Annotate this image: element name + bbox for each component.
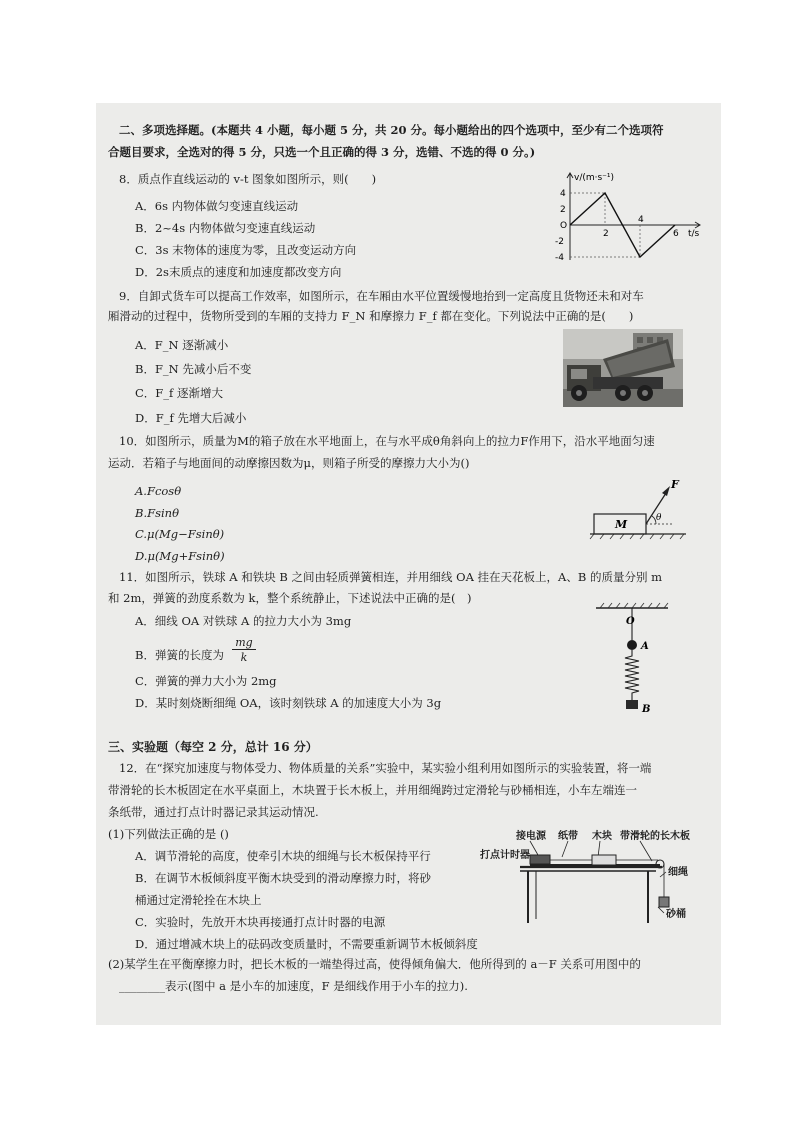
q8-option-c: C．3s 末物体的速度为零，且改变运动方向 xyxy=(135,243,357,257)
timer-box xyxy=(530,855,550,864)
x-axis-label: t/s xyxy=(688,229,700,239)
block-b xyxy=(626,700,638,709)
q10-stem: 10．如图所示，质量为M的箱子放在水平地面上，在与水平成θ角斜向上的拉力F作用下，沿水平地面匀速 xyxy=(119,434,655,448)
point-o-label: O xyxy=(626,616,635,627)
fraction-denominator: k xyxy=(240,651,248,664)
dump-truck-photo xyxy=(563,329,683,407)
y-tick-neg2: -2 xyxy=(555,237,564,247)
section-heading-cont: 合题目要求，全选对的得 5 分，只选一个且正确的得 3 分，选错、不选的得 0 分。) xyxy=(108,145,536,159)
x-tick-2: 2 xyxy=(603,229,609,239)
q10-stem-cont: 运动．若箱子与地面间的动摩擦因数为μ，则箱子所受的摩擦力大小为() xyxy=(108,456,470,470)
q12-option-b: B．在调节木板倾斜度平衡木块受到的滑动摩擦力时，将砂 xyxy=(135,871,431,885)
q11-stem-cont: 和 2m，弹簧的劲度系数为 k，整个系统静止，下述说法中正确的是( ) xyxy=(108,591,472,605)
q8-stem: 8．质点作直线运动的 v-t 图象如图所示，则( ) xyxy=(119,172,377,186)
y-tick-2: 2 xyxy=(560,205,566,215)
q9-option-a: A．F_N 逐渐减小 xyxy=(135,338,229,352)
q12-option-b-cont: 桶通过定滑轮拴在木块上 xyxy=(135,893,262,907)
q12-option-c: C．实验时，先放开木块再接通打点计时器的电源 xyxy=(135,915,386,929)
y-tick-origin: O xyxy=(560,221,568,231)
y-tick-neg4: -4 xyxy=(555,253,564,262)
fraction-numerator: mg xyxy=(232,637,256,650)
q9-option-c: C．F_f 逐渐增大 xyxy=(135,386,223,400)
apparatus-figure xyxy=(480,827,705,927)
q12-stem: 12．在“探究加速度与物体受力、物体质量的关系”实验中，某实验小组利用如图所示的实验装置，将一端 xyxy=(119,761,652,775)
q9-stem-cont: 厢滑动的过程中，货物所受到的车厢的支持力 F_N 和摩擦力 F_f 都在变化。下列说法中正确的是( ) xyxy=(108,309,634,323)
y-tick-4: 4 xyxy=(560,189,566,199)
q8-option-d: D．2s末质点的速度和加速度都改变方向 xyxy=(135,265,342,279)
section-heading: 二、多项选择题。(本题共 4 小题，每小题 5 分，共 20 分。每小题给出的四个选项中，至少有二个选项符 xyxy=(119,123,664,137)
q11-option-d: D．某时刻烧断细绳 OA，该时刻铁球 A 的加速度大小为 3g xyxy=(135,696,442,710)
y-axis-label: v/(m·s⁻¹) xyxy=(574,173,615,183)
q9-stem: 9．自卸式货车可以提高工作效率，如图所示，在车厢由水平位置缓慢地抬到一定高度且货物还未和对车 xyxy=(119,289,644,303)
q10-option-d: D.μ(Mg+Fsinθ) xyxy=(135,549,225,563)
q10-option-a: A.Fcosθ xyxy=(135,484,182,498)
angle-label: θ xyxy=(656,513,662,523)
q12-part2-cont: ________表示(图中 a 是小车的加速度，F 是细线作用于小车的拉力). xyxy=(119,979,468,993)
q11-option-b: B．弹簧的长度为 xyxy=(135,648,224,662)
q12-part2: (2)某学生在平衡摩擦力时，把长木板的一端垫得过高，使得倾角偏大．他所得到的 a－F 关系可用图中的 xyxy=(108,957,641,971)
block-b-label: B xyxy=(642,704,651,715)
force-label: F xyxy=(671,478,679,491)
sand-bucket xyxy=(659,897,669,907)
x-tick-4: 4 xyxy=(638,215,644,225)
q12-option-d: D．通过增减木块上的砝码改变质量时，不需要重新调节木板倾斜度 xyxy=(135,937,478,951)
board-label: 带滑轮的长木板 xyxy=(620,831,690,842)
q10-option-c: C.μ(Mg−Fsinθ) xyxy=(135,527,225,541)
q12-stem-3: 条纸带，通过打点计时器记录其运动情况. xyxy=(108,805,319,819)
mass-label: M xyxy=(615,518,628,531)
ball-a-label: A xyxy=(641,641,649,652)
q11-option-c: C．弹簧的弹力大小为 2mg xyxy=(135,674,277,688)
rope-label: 细绳 xyxy=(668,867,688,878)
spring-figure xyxy=(592,602,672,718)
bucket-label: 砂桶 xyxy=(666,909,686,920)
wood-block xyxy=(592,855,616,865)
q10-option-b: B.Fsinθ xyxy=(135,506,179,520)
q11-stem: 11．如图所示，铁球 A 和铁块 B 之间由轻质弹簧相连，并用细线 OA 挂在天花板上，A、B 的质量分别 m xyxy=(119,570,663,584)
block-label: 木块 xyxy=(592,831,612,842)
vt-graph xyxy=(550,170,710,262)
x-tick-6: 6 xyxy=(673,229,679,239)
q12-stem-2: 带滑轮的长木板固定在水平桌面上，木块置于长木板上，并用细绳跨过定滑轮与砂桶相连，小车左端连一 xyxy=(108,783,637,797)
tape-label: 纸带 xyxy=(558,831,578,842)
box-force-figure xyxy=(588,476,688,540)
q9-option-b: B．F_N 先减小后不变 xyxy=(135,362,252,376)
spring xyxy=(625,650,639,700)
q11-option-a: A．细线 OA 对铁球 A 的拉力大小为 3mg xyxy=(135,614,352,628)
power-label: 接电源 xyxy=(516,831,546,842)
q8-option-a: A．6s 内物体做匀变速直线运动 xyxy=(135,199,299,213)
timer-label: 打点计时器 xyxy=(480,850,530,861)
q12-option-a: A．调节滑轮的高度，使牵引木块的细绳与长木板保持平行 xyxy=(135,849,431,863)
q8-option-b: B．2~4s 内物体做匀变速直线运动 xyxy=(135,221,316,235)
ball-a xyxy=(627,640,637,650)
section3-heading: 三、实验题（每空 2 分，总计 16 分） xyxy=(108,740,318,754)
q9-option-d: D．F_f 先增大后减小 xyxy=(135,411,247,425)
q12-part1: (1)下列做法正确的是 () xyxy=(108,827,229,841)
